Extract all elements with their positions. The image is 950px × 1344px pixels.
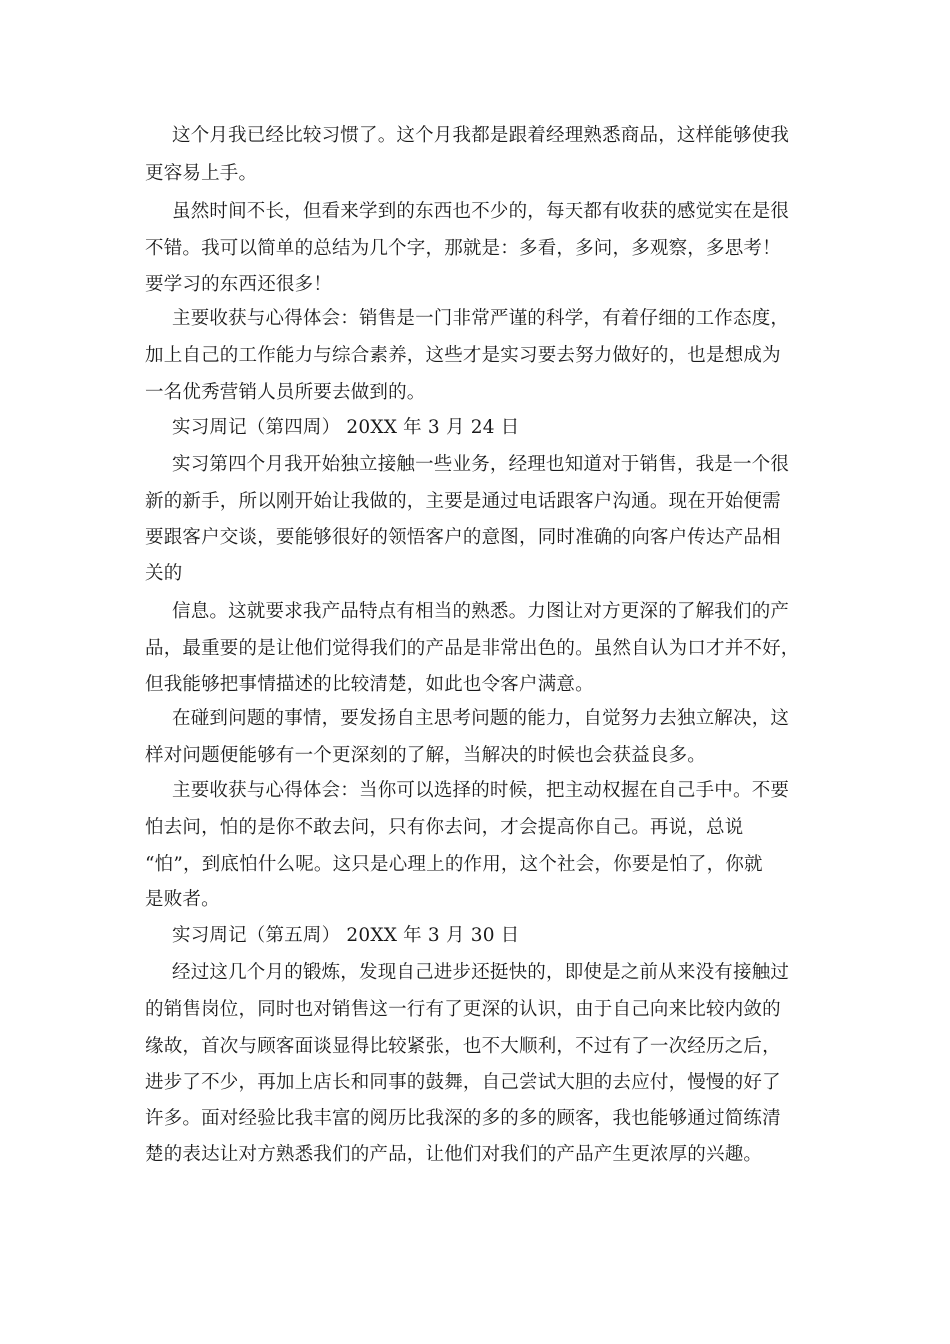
text-line: 许多。面对经验比我丰富的阅历比我深的多的多的顾客，我也能够通过简练清	[145, 1108, 781, 1129]
text-line: 的销售岗位，同时也对销售这一行有了更深的认识，由于自己向来比较内敛的	[145, 999, 781, 1020]
text-line: 品，最重要的是让他们觉得我们的产品是非常出色的。虽然自认为口才并不好，	[145, 638, 800, 659]
text-line: 但我能够把事情描述的比较清楚，如此也令客户满意。	[145, 674, 594, 695]
text-line: 更容易上手。	[145, 163, 258, 184]
text-line: 主要收获与心得体会：当你可以选择的时候，把主动权握在自己手中。不要	[172, 780, 790, 801]
text-line: 不错。我可以简单的总结为几个字，那就是：多看，多问，多观察，多思考！	[145, 238, 781, 259]
text-line: 缘故，首次与顾客面谈显得比较紧张，也不大顺利，不过有了一次经历之后，	[145, 1036, 781, 1057]
text-line: 一名优秀营销人员所要去做到的。	[145, 382, 426, 403]
text-line: 信息。这就要求我产品特点有相当的熟悉。力图让对方更深的了解我们的产	[172, 601, 790, 622]
text-line: 新的新手，所以刚开始让我做的，主要是通过电话跟客户沟通。现在开始便需	[145, 491, 781, 512]
text-line: 实习第四个月我开始独立接触一些业务，经理也知道对于销售，我是一个很	[172, 454, 790, 475]
text-line: 楚的表达让对方熟悉我们的产品，让他们对我们的产品产生更浓厚的兴趣。	[145, 1144, 763, 1165]
text-line: 虽然时间不长，但看来学到的东西也不少的，每天都有收获的感觉实在是很	[172, 201, 790, 222]
text-line: 样对问题便能够有一个更深刻的了解，当解决的时候也会获益良多。	[145, 745, 707, 766]
text-line: 要学习的东西还很多！	[145, 274, 333, 295]
text-line: 经过这几个月的锻炼，发现自己进步还挺快的，即使是之前从来没有接触过	[172, 962, 790, 983]
text-line: 主要收获与心得体会：销售是一门非常严谨的科学，有着仔细的工作态度，	[172, 308, 790, 329]
text-line: 要跟客户交谈，要能够很好的领悟客户的意图，同时准确的向客户传达产品相	[145, 527, 781, 548]
text-line: 加上自己的工作能力与综合素养，这些才是实习要去努力做好的，也是想成为	[145, 345, 781, 366]
text-line: “怕”，到底怕什么呢。这只是心理上的作用，这个社会，你要是怕了，你就	[145, 854, 763, 875]
section-heading: 实习周记（第五周） 20XX 年 3 月 30 日	[172, 925, 520, 946]
section-heading: 实习周记（第四周） 20XX 年 3 月 24 日	[172, 417, 520, 438]
text-line: 怕去问，怕的是你不敢去问，只有你去问，才会提高你自己。再说，总说	[145, 817, 744, 838]
text-line: 进步了不少，再加上店长和同事的鼓舞，自己尝试大胆的去应付，慢慢的好了	[145, 1072, 781, 1093]
text-line: 是败者。	[145, 889, 220, 910]
text-line: 这个月我已经比较习惯了。这个月我都是跟着经理熟悉商品，这样能够使我	[172, 125, 790, 146]
text-line: 关的	[145, 563, 183, 584]
text-line: 在碰到问题的事情，要发扬自主思考问题的能力，自觉努力去独立解决，这	[172, 708, 790, 729]
